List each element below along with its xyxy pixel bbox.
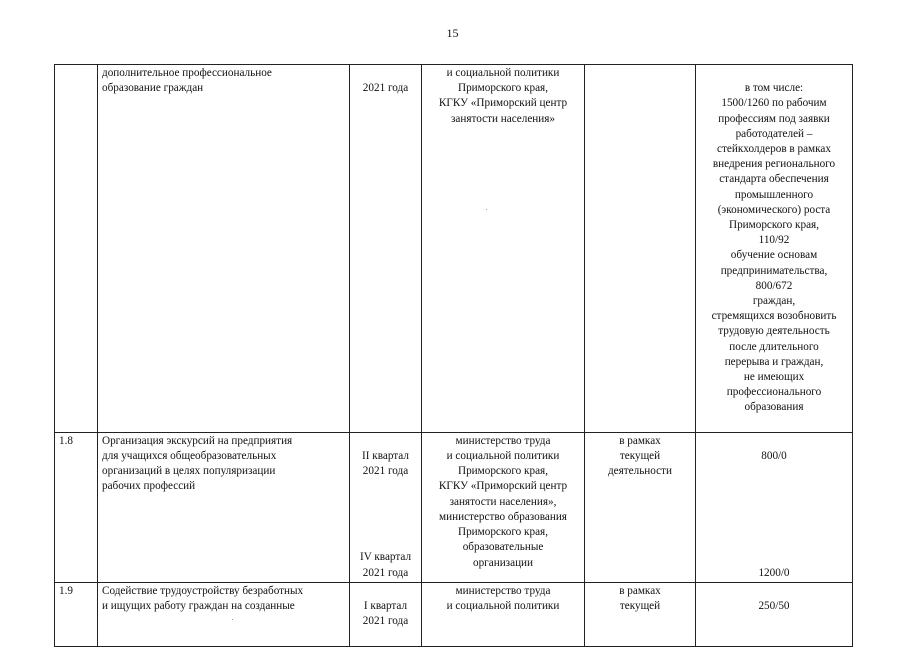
result-cell	[696, 432, 853, 582]
measure-name: Содействие трудоустройству безработных и ищущих работу граждан на созданные	[98, 582, 350, 646]
period-cell	[350, 65, 422, 433]
table-row	[55, 582, 853, 646]
executor-cell: министерство труда и социальной политики Приморского края, КГКУ «Приморский центр занятости населения», министерство образования Приморского края, образовательные организации	[422, 432, 585, 582]
period-start: 2021 года	[362, 82, 409, 95]
result-value: 800/0	[761, 450, 787, 463]
plan-table	[54, 64, 853, 647]
result-cell	[696, 582, 853, 646]
period-start: I квартал 2021 года	[362, 600, 409, 628]
item-number: 1.8	[55, 432, 98, 582]
executor-cell: и социальной политики Приморского края, КГКУ «Приморский центр занятости населения»	[422, 65, 585, 433]
result-value: в том числе: 1500/1260 по рабочим профессиям под заявки работодателей – стейкхолдеров в рамках внедрения регионального стандарта обеспечения промышленного (экономического) роста Приморского края, 110/92 обучение основам предпринимательства, 800/672 граждан, стремящихся возобновить трудовую деятельность после длительного перерыва и граждан, не имеющих профессионального образования	[711, 82, 837, 414]
measure-name: Организация экскурсий на предприятия для учащихся общеобразовательных организаций в целях популяризации рабочих профессий	[98, 432, 350, 582]
funding-cell	[585, 65, 696, 433]
page-number: 15	[446, 26, 459, 40]
period-end: IV квартал 2021 года	[359, 551, 412, 579]
result-cell	[696, 65, 853, 433]
result-value-end: 1200/0	[758, 566, 790, 579]
item-number	[55, 65, 98, 433]
period-start: II квартал 2021 года	[362, 450, 409, 478]
scan-speck	[232, 619, 233, 620]
scan-speck	[486, 209, 487, 210]
funding-cell: в рамках текущей деятельности	[585, 432, 696, 582]
executor-cell: министерство труда и социальной политики	[422, 582, 585, 646]
period-cell	[350, 432, 422, 582]
funding-cell: в рамках текущей	[585, 582, 696, 646]
item-number: 1.9	[55, 582, 98, 646]
measure-name: дополнительное профессиональное образование граждан	[98, 65, 350, 433]
result-value: 250/50	[758, 600, 790, 613]
table-row	[55, 432, 853, 582]
table-row	[55, 65, 853, 433]
period-cell	[350, 582, 422, 646]
